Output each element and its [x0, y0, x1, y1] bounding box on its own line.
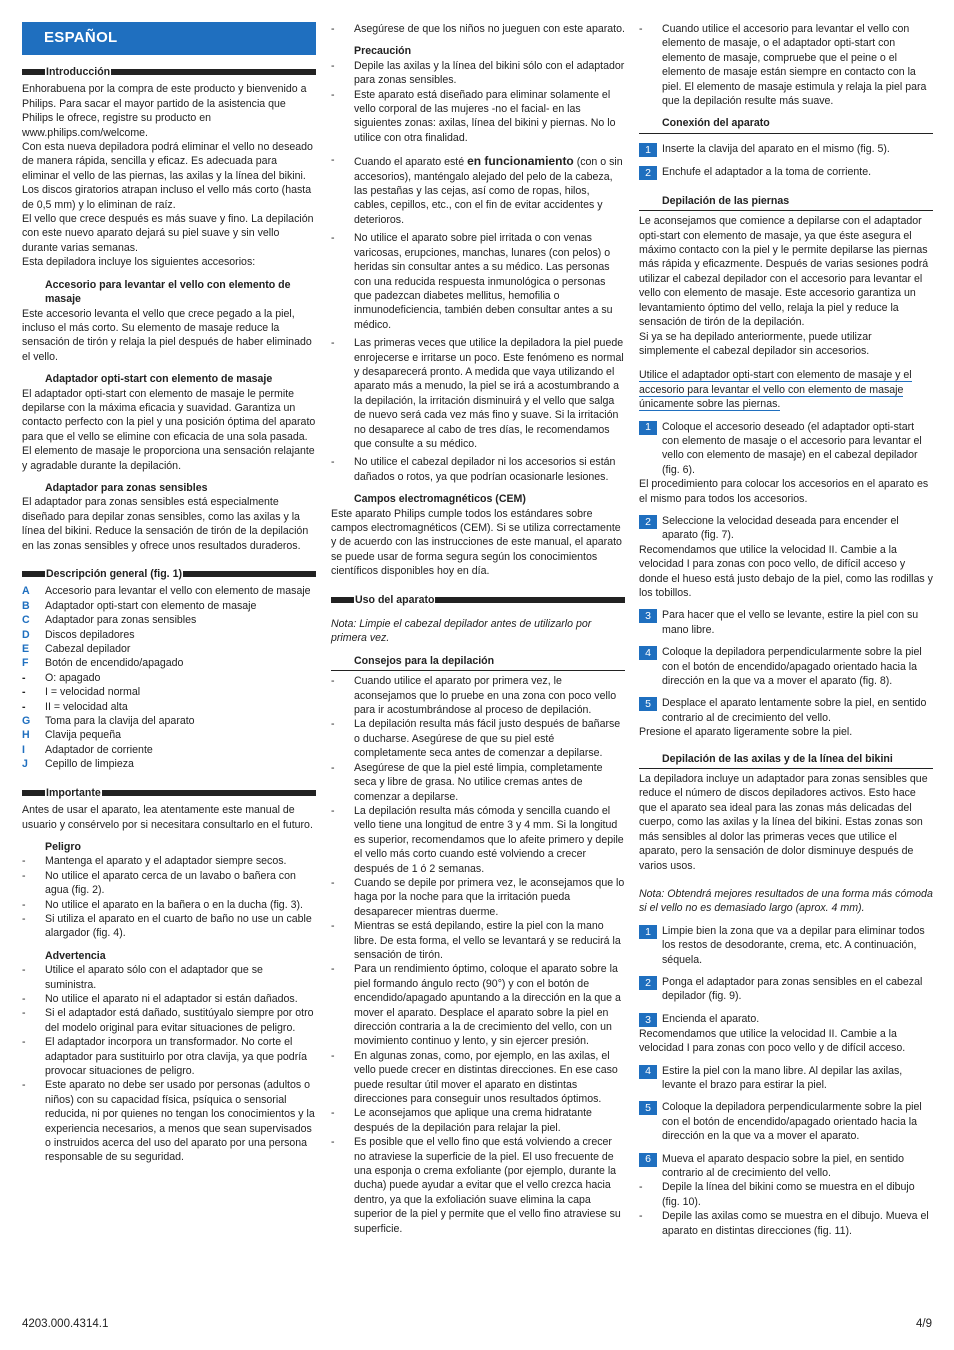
- section-title-description: Descripción general (fig. 1): [22, 567, 316, 581]
- connection-step: 2 Enchufe el adaptador a la toma de corriente.: [639, 165, 933, 180]
- list-item: - La depilación resulta más fácil justo después de bañarse o ducharse. Asegúrese de que su piel esté completamente seca antes de comenzar a depilarse.: [331, 718, 621, 760]
- legs-highlight: Utilice el adaptador opti-start con elemento de masaje y el accesorio para levantar el vello con elemento de masaje únicamente sobre las piernas.: [639, 369, 912, 411]
- description-item: I Adaptador de corriente: [22, 743, 153, 756]
- description-item: C Adaptador para zonas sensibles: [22, 614, 197, 627]
- list-item: - Le aconsejamos que aplique una crema hidratante después de la depilación para relajar la piel.: [331, 1107, 592, 1134]
- tips-list-continued: [639, 22, 933, 108]
- underarm-text: La depiladora incluye un adaptador para zonas sensibles que reduce el número de discos depiladores activos. Esto hace que el aparato sea ideal para las zonas más delicadas del cuerpo, como las axilas y la línea del bikini. Estas zonas son más sensibles al dolor las primeras veces que utilice el aparato, pero la sensación de dolor disminuye después de varios usos.: [639, 773, 928, 872]
- accessory-title: Adaptador opti-start con elemento de masaje: [45, 373, 273, 386]
- description-item: E Cabezal depilador: [22, 643, 131, 656]
- list-item: - Si utiliza el aparato en el cuarto de baño no use un cable alargador (fig. 4).: [22, 912, 312, 940]
- list-item: - No utilice el cabezal depilador ni los accesorios si están dañados o rotos, ya que podrían ocasionarle lesiones.: [331, 456, 616, 483]
- intro-para: El vello que crece después es más suave y fino. La depilación con este nuevo aparato dejará su piel suave y sin vello durante varias semanas.: [22, 213, 314, 254]
- page-number: 4/9: [916, 1318, 932, 1330]
- underarm-title: Depilación de las axilas y de la línea del bikini: [639, 752, 933, 769]
- legs-text: Si ya se ha depilado anteriormente, puede utilizar simplemente el cabezal depilador sin accesorios.: [639, 330, 872, 357]
- legs-step-3: 3 Para hacer que el vello se levante, estire la piel con su mano libre.: [639, 608, 933, 637]
- emf-title: Campos electromagnéticos (CEM): [354, 493, 526, 506]
- legs-step-1: 1 Coloque el accesorio deseado (el adaptador opti-start con elemento de masaje o el accesorio para levantar el vello con elemento de masaje) en el cabezal depilador (fig. 6).: [639, 420, 933, 478]
- underarm-step-6: 6 Mueva el aparato despacio sobre la piel, en sentido contrario al de crecimiento del vello.: [639, 1152, 933, 1181]
- danger-title: Peligro: [45, 840, 81, 853]
- list-item: - En algunas zonas, como, por ejemplo, en las axilas, el vello puede crecer en distintas direcciones. En ese caso puede resultar útil mover el aparato en distintas direcciones para conseguir unos resultados óptimos.: [331, 1049, 618, 1106]
- legs-step-2: 2 Seleccione la velocidad deseada para encender el aparato (fig. 7).: [639, 514, 933, 543]
- column-1: [22, 22, 316, 1165]
- legs-step-note: Recomendamos que utilice la velocidad II. Cambie a la velocidad I para zonas con poco vello, de difícil acceso y donde el hueso está justo debajo de la piel, como las rodillas y los tobillos.: [639, 543, 933, 599]
- underarm-step-5: 5 Coloque la depiladora perpendicularmente sobre la piel con el botón de encendido/apagado orientado hacia la dirección en la que va a mover el aparato.: [639, 1100, 933, 1143]
- column-3: [639, 22, 933, 1238]
- underarm-step-1: 1 Limpie bien la zona que va a depilar para eliminar todos los restos de desodorante, crema, etc. A continuación, séquela.: [639, 924, 933, 967]
- section-title-usage: Uso del aparato: [331, 593, 625, 607]
- legs-step-5: 5 Desplace el aparato lentamente sobre la piel, en sentido contrario al de crecimiento del vello.: [639, 696, 933, 725]
- usage-note: Nota: Limpie el cabezal depilador antes de utilizarlo por primera vez.: [331, 618, 592, 645]
- legs-title: Depilación de las piernas: [639, 194, 933, 211]
- connection-step: 1 Inserte la clavija del aparato en el mismo (fig. 5).: [639, 142, 933, 157]
- list-item: - Si el adaptador está dañado, sustitúyalo siempre por otro del modelo original para evitar situaciones de peligro.: [22, 1007, 314, 1034]
- intro-para: Con esta nueva depiladora podrá eliminar el vello no deseado de manera rápida, sencilla y eficaz. Es adecuada para eliminar el vello de las piernas, las axilas y la línea del bikini.: [22, 141, 313, 182]
- list-item: - Cuando utilice el aparato por primera vez, le aconsejamos que lo pruebe en una zona con poco vello para ir acostumbrándose al proceso de depilación.: [331, 675, 617, 717]
- description-item: J Cepillo de limpieza: [22, 758, 134, 771]
- list-item: - No utilice el aparato en la bañera o en la ducha (fig. 3).: [22, 898, 303, 911]
- caution-item: - Cuando el aparato esté en funcionamiento (con o sin accesorios), manténgalo alejado del pelo de la cabeza, las pestañas y las cejas, así como de ropas, hilos, cables, cepillos, etc., con el fin de evitar accidentes y deterioros.: [331, 154, 623, 226]
- list-item: - Las primeras veces que utilice la depiladora la piel puede enrojecerse e irritarse un poco. Este fenómeno es normal y desaparecerá pronto. A medida que vaya utilizando el aparato más a menudo, la piel se irá a acostumbrando a la depilación, la irritación disminuirá y el vello que salga de nuevo será cada vez más fino y suave. Si la irritación no desaparece al cabo de tres días, le recomendamos que consulte a su médico.: [331, 337, 624, 450]
- description-item: G Toma para la clavija del aparato: [22, 715, 195, 728]
- accessory-text: Este accesorio levanta el vello que crece pegado a la piel, incluso el más corto. Su elemento de masaje reduce la sensación de tirón y relaja la piel después de haber eliminado el vello.: [22, 307, 312, 363]
- description-item: F Botón de encendido/apagado: [22, 657, 184, 670]
- list-item: - Depile la línea del bikini como se muestra en el dibujo (fig. 10).: [639, 1181, 915, 1208]
- tips-title: Consejos para la depilación: [331, 654, 625, 671]
- underarm-step-4: 4 Estire la piel con la mano libre. Al depilar las axilas, levante el brazo para estirar la piel.: [639, 1064, 933, 1093]
- legs-text: Le aconsejamos que comience a depilarse con el adaptador opti-start con elemento de masaje, ya que éste asegura el máximo contacto con la piel y le permite depilarse las piernas más rápida y eficazmente. Después de varias sesiones podrá utilizar el cabezal depilador con el accesorio para levantar el vello con elemento de masaje. Este accesorio garantiza un levantamiento óptimo del vello, relaja la piel y reduce la sensación de tirón de la depilación.: [639, 215, 929, 329]
- emf-text: Este aparato Philips cumple todos los estándares sobre campos electromagnéticos (CEM). Si se utiliza correctamente y de acuerdo con las instrucciones de este manual, el aparato se puede usar de forma segura según los conocimientos científicos disponibles hoy en día.: [331, 507, 622, 578]
- section-title-important: Importante: [22, 786, 316, 800]
- accessory-title: Accesorio para levantar el vello con elemento de masaje: [45, 278, 291, 306]
- list-item: - Es posible que el vello fino que está volviendo a crecer no atraviese la superficie de la piel. El uso frecuente de una esponja o crema exfoliante (por ejemplo, durante la ducha) puede ayudar a evitar que el vello crezca hacia dentro, ya que la exfoliación suave elimina la capa superior de la piel y permite que el vello fino atraviese su superficie.: [331, 1136, 621, 1235]
- connection-steps: [639, 142, 933, 186]
- underarm-step-2: 2 Ponga el adaptador para zonas sensibles en el cabezal depilador (fig. 9).: [639, 975, 933, 1004]
- caution-title: Precaución: [354, 45, 412, 58]
- list-item: - Asegúrese de que los niños no jueguen con este aparato.: [331, 23, 625, 35]
- list-item: - Mientras se está depilando, estire la piel con la mano libre. De esta forma, el vello se levantará y se reducirá la sensación de tirón.: [331, 920, 621, 961]
- list-item: - Depile las axilas como se muestra en el dibujo. Mueva el aparato en distintas direcciones (fig. 11).: [639, 1210, 929, 1237]
- intro-para: Esta depiladora incluye los siguientes accesorios:: [22, 256, 256, 269]
- intro-para: Los discos giratorios atrapan incluso el vello más corto (hasta de 0,5 mm) y lo eliminan de raíz.: [22, 184, 312, 211]
- list-item: - Para un rendimiento óptimo, coloque el aparato sobre la piel formando ángulo recto (90°) y con el botón de encendido/apagado apuntando a la dirección en la que a mover el aparato. Desplace el aparato sobre la piel en dirección contraria a la de crecimiento del vello, con un movimiento continuo y lento, y sin ejercer presión.: [331, 963, 621, 1048]
- warning-title: Advertencia: [45, 949, 106, 962]
- warning-list: [22, 963, 316, 1165]
- list-item: - Cuando se depile por primera vez, le aconsejamos que lo haga por la noche para que la irritación pueda desaparecer mientras duerme.: [331, 876, 625, 918]
- danger-list: [22, 854, 316, 940]
- caution-list-more: [331, 227, 625, 484]
- list-item: - La depilación resulta más cómoda y sencilla cuando el vello tiene una longitud de entre 3 y 4 mm. Si la longitud es superior, recomendamos que lo afeite primero y depile el vello más corto cuando esté volviendo a crecer después de 1 ó 2 semanas.: [331, 804, 624, 875]
- language-banner: ESPAÑOL: [22, 22, 316, 55]
- intro-para: Enhorabuena por la compra de este producto y bienvenido a Philips. Para sacar el mayor partido de la asistencia que Philips le ofrece, registre su producto en www.philips.com/welcome.: [22, 83, 307, 139]
- description-item: - I = velocidad normal: [22, 686, 141, 699]
- list-item: - No utilice el aparato ni el adaptador si están dañados.: [22, 992, 298, 1005]
- description-item: A Accesorio para levantar el vello con elemento de masaje: [22, 585, 311, 598]
- description-item: B Adaptador opti-start con elemento de masaje: [22, 599, 257, 612]
- accessory-title: Adaptador para zonas sensibles: [45, 481, 208, 494]
- list-item: - Utilice el aparato sólo con el adaptador que se suministra.: [22, 964, 263, 991]
- column-2: [331, 22, 625, 1236]
- legs-step-4: 4 Coloque la depiladora perpendicularmente sobre la piel con el botón de encendido/apagado orientado hacia la dirección en la que va a mover el aparato (fig. 8).: [639, 645, 933, 688]
- description-item: H Clavija pequeña: [22, 729, 121, 742]
- tips-list: [331, 674, 625, 1236]
- list-item: - Este aparato está diseñado para eliminar solamente el vello corporal de las mujeres -no el facial- en las siguientes zonas: axilas, línea del bikini y piernas. No lo utilice con otra finalidad.: [331, 88, 616, 144]
- list-item: - El adaptador incorpora un transformador. No corte el adaptador para sustituirlo por otra clavija, ya que podría provocar situaciones de peligro.: [22, 1036, 308, 1077]
- description-item: D Discos depiladores: [22, 628, 135, 641]
- connection-title: Conexión del aparato: [639, 116, 933, 133]
- list-item: - Cuando utilice el accesorio para levantar el vello con elemento de masaje, o el adaptador opti-start con elemento de masaje, compruebe que el peine o el elemento de masaje están siempre en contacto con la piel. El elemento de masaje estimula y relaja la piel para que la depilación resulte más suave.: [639, 23, 927, 108]
- warning-list-continued: [331, 22, 625, 36]
- list-item: - No utilice el aparato sobre piel irritada o con venas varicosas, erupciones, manchas, lunares (con pelos) o heridas sin consultar antes a su médico. Las personas con una reducida respuesta inmunológica o personas que padezcan diabetes mellitus, hemofilia o inmunodeficiencia, también deben consultar antes a su médico.: [331, 232, 613, 331]
- caution-list: [331, 59, 625, 145]
- description-item: - II = velocidad alta: [22, 700, 128, 713]
- legs-step-note: El procedimiento para colocar los accesorios en el aparato es el mismo para todos los accesorios.: [639, 478, 929, 505]
- underarm-note: Nota: Obtendrá mejores resultados de una forma más cómoda si el vello no es demasiado largo (aprox. 4 mm).: [639, 887, 933, 915]
- section-title-intro: Introducción: [22, 65, 316, 79]
- list-item: - No utilice el aparato cerca de un lavabo o bañera con agua (fig. 2).: [22, 869, 296, 897]
- underarm-step-3: 3 Encienda el aparato.: [639, 1012, 933, 1027]
- important-text: Antes de usar el aparato, lea atentamente este manual de usuario y consérvelo por si necesitara consultarlo en el futuro.: [22, 804, 313, 831]
- accessory-text: El adaptador para zonas sensibles está especialmente diseñado para depilar zonas sensibles, como las axilas y la línea del bikini. Reduce la sensación de tirón de la depilación en las zonas sensibles y ofrece unos resultados duraderos.: [22, 496, 309, 552]
- list-item: - Depile las axilas y la línea del bikini sólo con el adaptador para zonas sensibles.: [331, 59, 625, 87]
- list-item: - Asegúrese de que la piel esté limpia, completamente seca y libre de grasa. No utilice cremas antes de comenzar a depilarse.: [331, 761, 603, 803]
- accessory-text: El adaptador opti-start con elemento de masaje le permite depilarse con la máxima eficacia y suavidad. Garantiza un contacto perfecto con la piel y una posición óptima del aparato para que el vello se elimine con eficacia de una sola pasada. El elemento de masaje le proporciona una sensación relajante y agradable durante la depilación.: [22, 387, 316, 472]
- legs-step-note: Presione el aparato ligeramente sobre la piel.: [639, 726, 853, 739]
- description-list: [22, 584, 316, 771]
- document-code: 4203.000.4314.1: [22, 1318, 109, 1330]
- underarm-step-note: Recomendamos que utilice la velocidad II. Cambie a la velocidad I para zonas con poco vello y de difícil acceso.: [639, 1027, 906, 1055]
- list-item: - Mantenga el aparato y el adaptador siempre secos.: [22, 855, 287, 868]
- list-item: - Este aparato no debe ser usado por personas (adultos o niños) con su capacidad física, psíquica o sensorial reducida, ni por quienes no tengan los conocimientos y la experiencia necesarios, a menos que sean supervisados o instruidos acerca del uso del aparato por una persona responsable de su seguridad.: [22, 1079, 315, 1164]
- description-item: - O: apagado: [22, 671, 101, 684]
- underarm-final-list: [639, 1180, 933, 1238]
